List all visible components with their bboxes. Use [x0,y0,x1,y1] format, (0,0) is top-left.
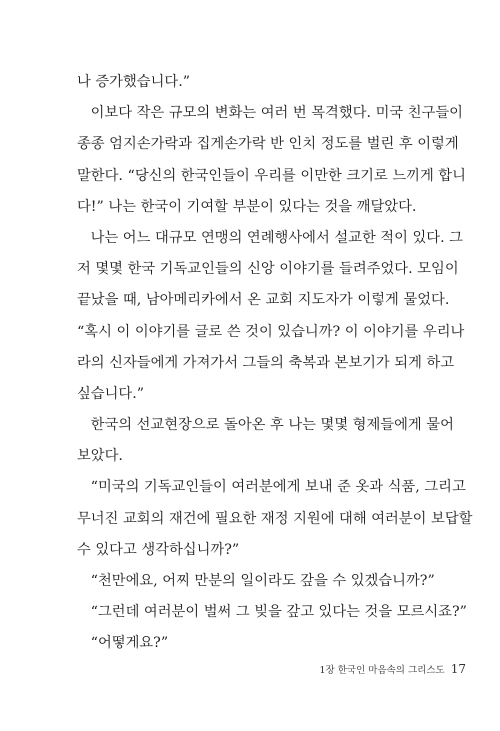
running-head: 1장 한국인 마음속의 그리스도 [319,665,445,676]
text-line: “천만에요, 어찌 만분의 일이라도 갚을 수 있겠습니까?” [77,573,435,589]
text-line: 저 몇몇 한국 기독교인들의 신앙 이야기를 들려주었다. 모임이 [77,261,459,278]
text-line: 다!” 나는 한국이 기여할 부분이 있다는 것을 깨달았다. [77,198,417,215]
text-line: 나는 어느 대규모 연맹의 연례행사에서 설교한 적이 있다. 그 [77,229,463,246]
body-text [77,67,473,660]
text-line: 수 있다고 생각하십니까?” [77,541,240,558]
text-line: 라의 신자들에게 가져가서 그들의 축복과 본보기가 되게 하고 [77,354,455,371]
text-line: 나 증가했습니다.” [77,74,191,90]
text-line: 이보다 작은 규모의 변화는 여러 번 목격했다. 미국 친구들이 [77,105,463,122]
text-line: 한국의 선교현장으로 돌아온 후 나는 몇몇 형제들에게 물어 [77,417,454,434]
text-line: 무너진 교회의 재건에 필요한 재정 지원에 대해 여러분이 보답할 [77,510,473,527]
text-line: 종종 엄지손가락과 집게손가락 반 인치 정도를 벌린 후 이렇게 [77,136,459,153]
text-line: “어떻게요?” [77,635,169,652]
page-footer [306,662,466,678]
text-line: 말한다. “당신의 한국인들이 우리를 이만한 크기로 느끼게 합니 [77,167,466,184]
text-line: “혹시 이 이야기를 글로 쓴 것이 있습니까? 이 이야기를 우리나 [77,323,465,340]
text-line: 끝났을 때, 남아메리카에서 온 교회 지도자가 이렇게 물었다. [77,292,450,309]
text-line: “미국의 기독교인들이 여러분에게 보내 준 옷과 식품, 그리고 [77,479,466,496]
text-line: 보았다. [77,448,123,465]
page-number: 17 [450,662,466,676]
text-line: “그런데 여러분이 벌써 그 빚을 갚고 있다는 것을 모르시죠?” [77,604,467,621]
text-line: 싶습니다.” [77,385,145,402]
